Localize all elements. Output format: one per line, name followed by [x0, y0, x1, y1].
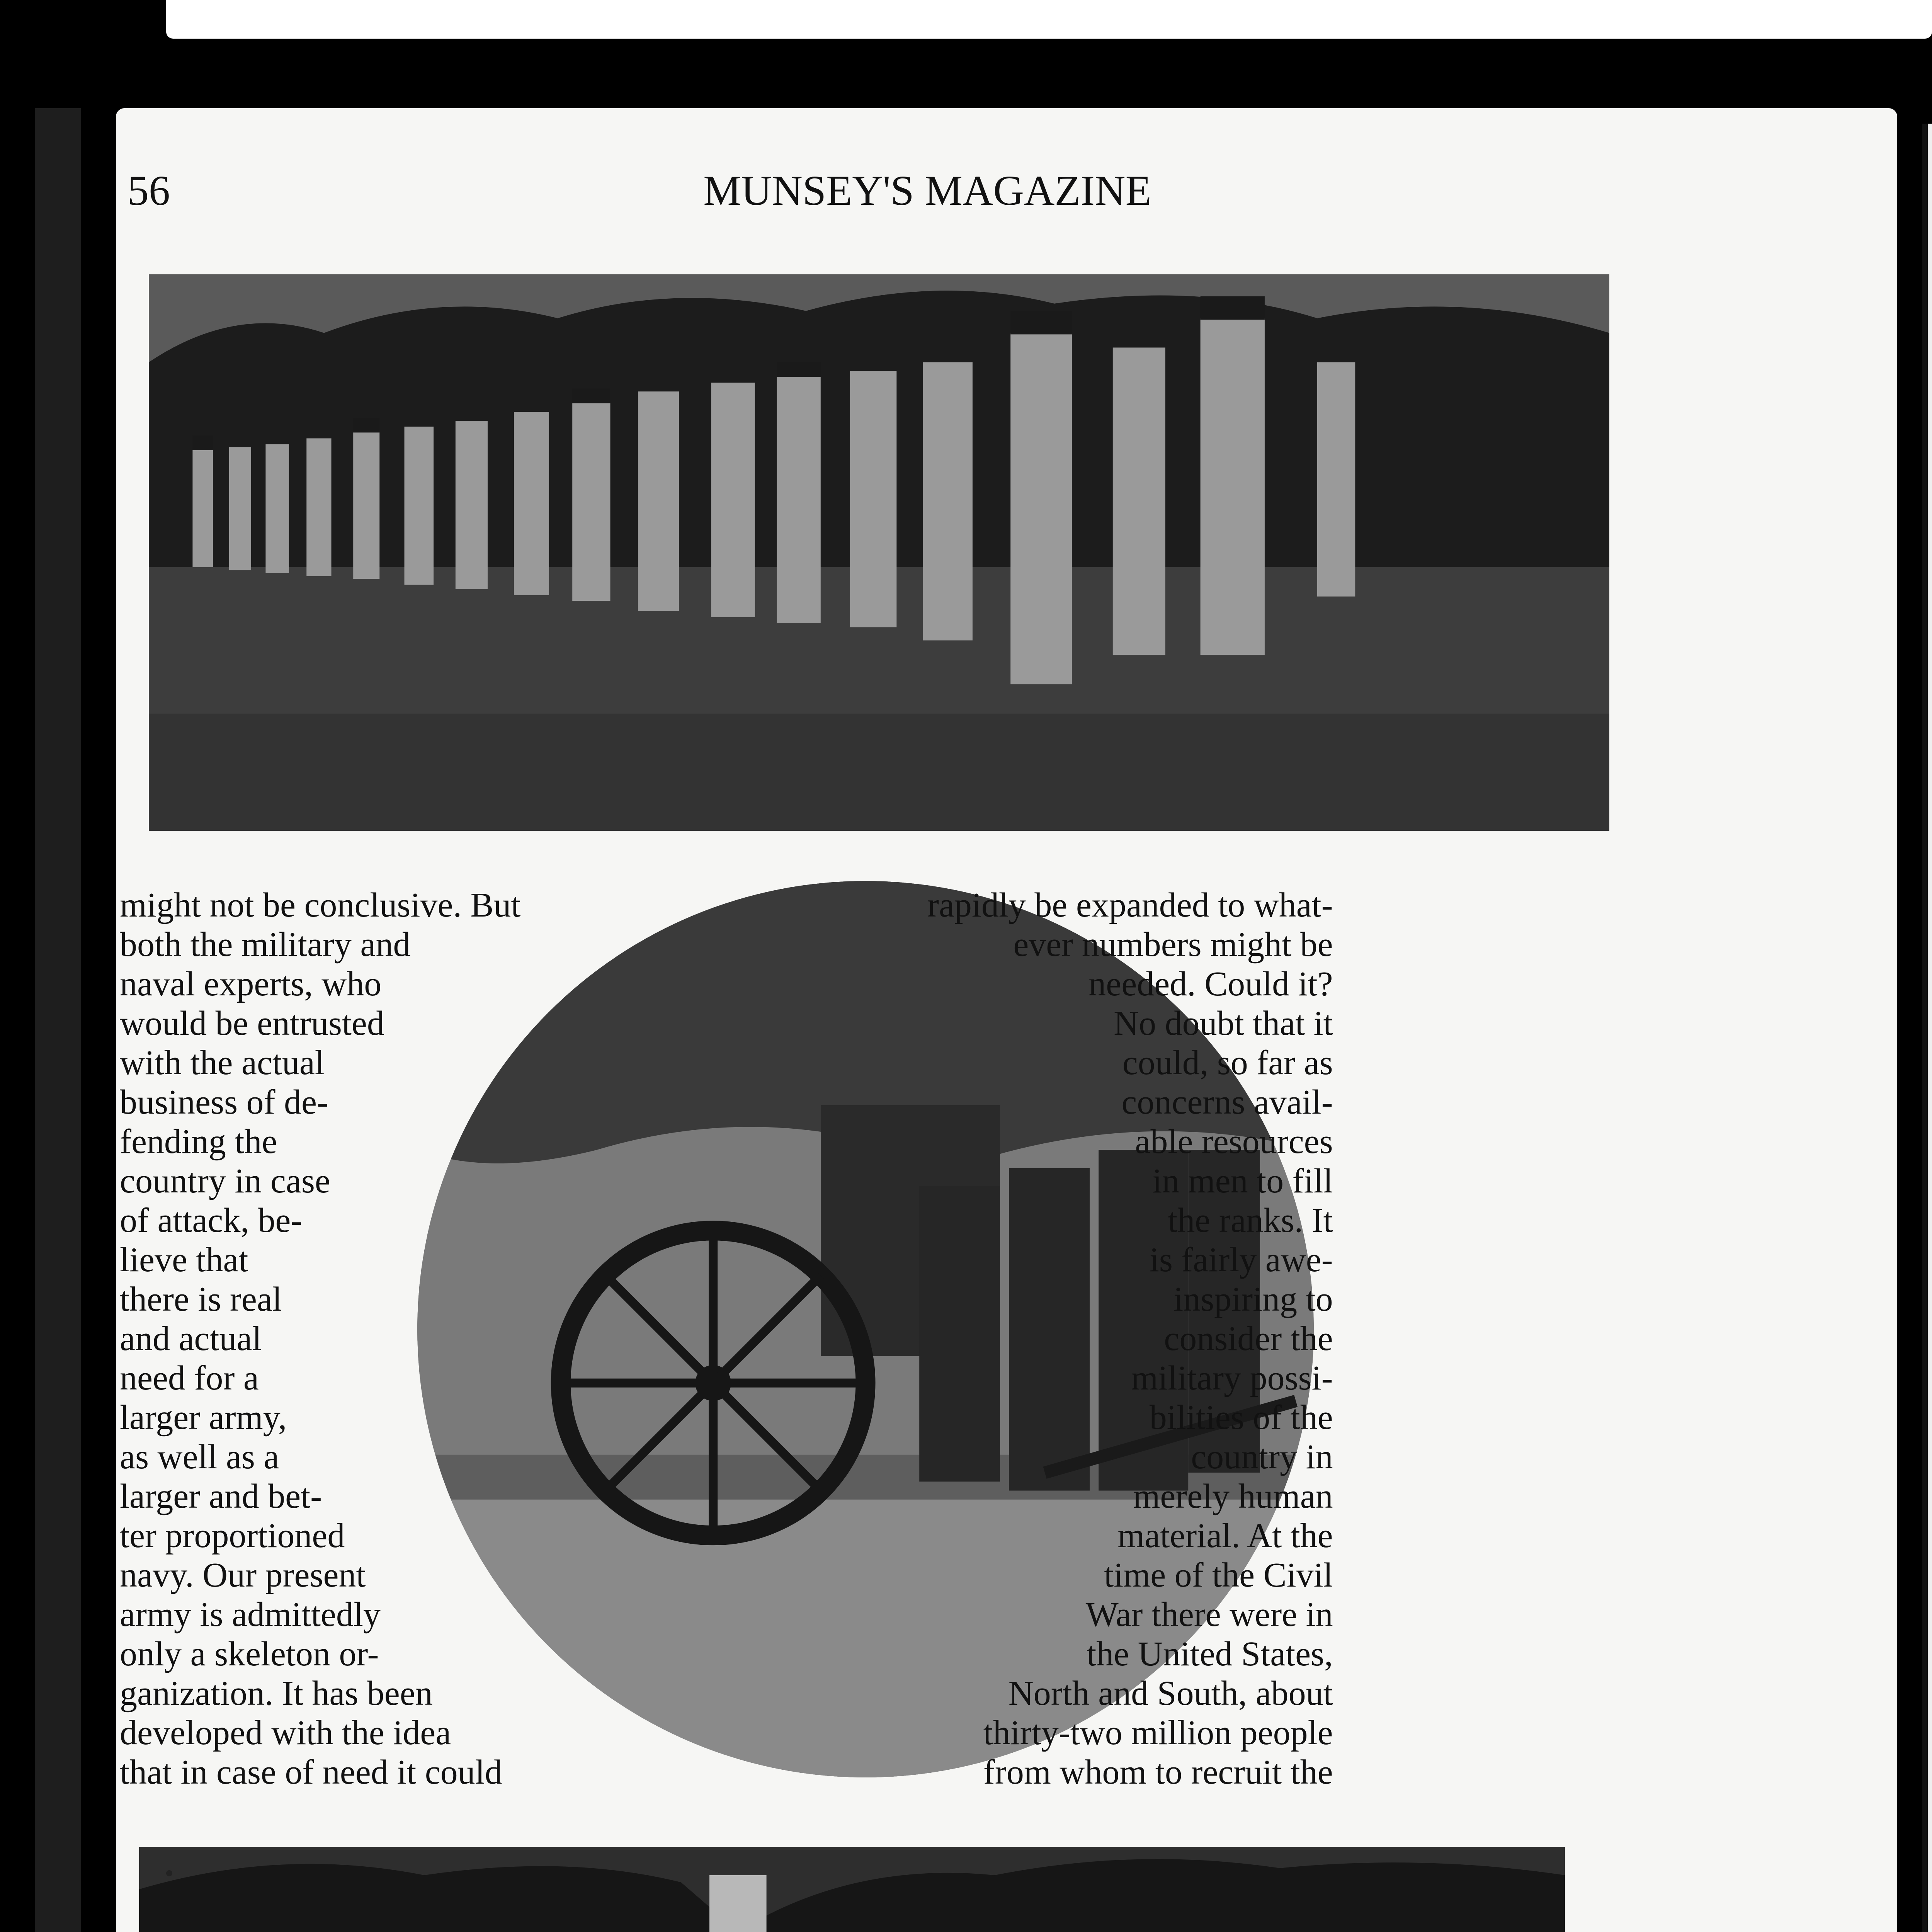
text-line: merely human	[1133, 1477, 1333, 1515]
text-line: consider the	[1164, 1320, 1333, 1358]
text-line: concerns avail-	[1121, 1083, 1333, 1121]
text-line: ter proportioned	[120, 1517, 345, 1555]
text-line: and actual	[120, 1320, 262, 1358]
text-line: country in	[1191, 1438, 1333, 1476]
facing-page-edge	[1922, 124, 1932, 1932]
text-line: as well as a	[120, 1438, 279, 1476]
text-line: thirty-two million people	[983, 1714, 1333, 1752]
text-line: ever numbers might be	[1013, 925, 1333, 964]
text-line: inspiring to	[1173, 1280, 1333, 1318]
text-line: ganization. It has been	[120, 1674, 433, 1713]
text-line: with the actual	[120, 1044, 325, 1082]
text-line: need for a	[120, 1359, 259, 1397]
text-line: time of the Civil	[1104, 1556, 1333, 1594]
text-line: No doubt that it	[1114, 1004, 1333, 1043]
text-line: there is real	[120, 1280, 282, 1318]
text-line: fending the	[120, 1122, 277, 1161]
text-line: both the military and	[120, 925, 411, 964]
text-line: might not be conclusive. But	[120, 886, 521, 924]
text-line: business of de-	[120, 1083, 328, 1121]
stray-print-dot	[166, 1870, 172, 1876]
text-line: military possi-	[1131, 1359, 1333, 1397]
text-line: needed. Could it?	[1088, 965, 1333, 1003]
running-head: MUNSEY'S MAGAZINE	[703, 167, 1151, 214]
text-line: country in case	[120, 1162, 330, 1200]
text-line: is fairly awe-	[1149, 1241, 1333, 1279]
text-line: naval experts, who	[120, 965, 382, 1003]
text-line: the ranks. It	[1168, 1201, 1333, 1240]
text-line: material. At the	[1117, 1517, 1333, 1555]
text-line: able resources	[1135, 1122, 1333, 1161]
text-line: North and South, about	[1008, 1674, 1333, 1713]
text-line: only a skeleton or-	[120, 1635, 379, 1673]
text-line: could, so far as	[1122, 1044, 1333, 1082]
text-line: from whom to recruit the	[983, 1753, 1333, 1791]
top-page-edge	[166, 0, 1932, 39]
page-number: 56	[128, 167, 170, 214]
text-line: the United States,	[1087, 1635, 1333, 1673]
text-line: War there were in	[1085, 1595, 1333, 1634]
text-line: in men to fill	[1152, 1162, 1333, 1200]
text-line: bilities of the	[1149, 1398, 1333, 1437]
left-text-column	[120, 886, 520, 1792]
text-line: would be entrusted	[120, 1004, 384, 1043]
text-line: that in case of need it could	[120, 1753, 502, 1791]
text-line: larger army,	[120, 1398, 287, 1437]
text-line: developed with the idea	[120, 1714, 451, 1752]
text-line: larger and bet-	[120, 1477, 322, 1515]
right-text-column	[927, 886, 1333, 1792]
text-line: navy. Our present	[120, 1556, 366, 1594]
text-line: rapidly be expanded to what-	[927, 886, 1333, 924]
book-spine-shadow	[35, 108, 81, 1932]
lower-photo-setting-up-drill	[139, 1847, 1565, 1932]
text-line: of attack, be-	[120, 1201, 303, 1240]
text-line: lieve that	[120, 1241, 248, 1279]
text-line: army is admittedly	[120, 1595, 381, 1634]
upper-photo-cadets-marching	[149, 274, 1609, 831]
